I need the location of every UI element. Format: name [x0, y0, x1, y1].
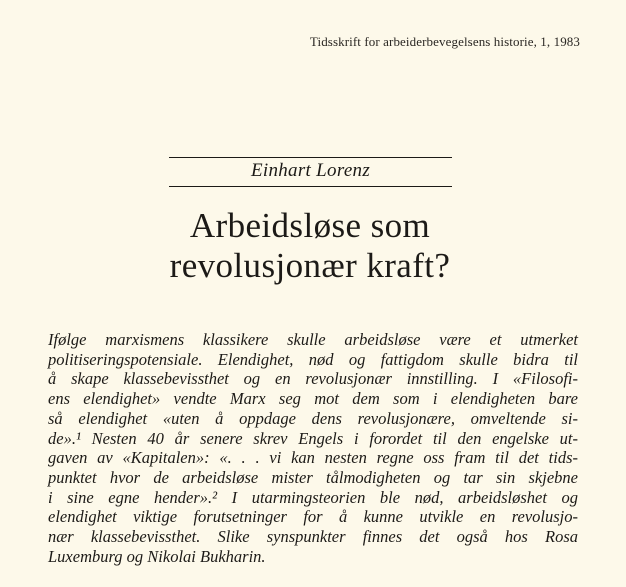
abstract-line: så elendighet «uten å oppdage dens revolusjonære, omveltende si- [48, 408, 578, 428]
title-line: revolusjonær kraft? [169, 246, 451, 285]
author-name: Einhart Lorenz [250, 160, 371, 181]
rule-top [169, 157, 452, 158]
abstract [48, 330, 578, 566]
abstract-line: ens elendighet» vendte Marx seg mot dem som i elendigheten bare [48, 389, 578, 409]
rule-bottom [169, 186, 452, 187]
journal-header: Tidsskrift for arbeiderbevegelsens historie, 1, 1983 [309, 34, 580, 49]
abstract-line: i sine egne hender».² I utarmingsteorien ble nød, arbeidsløshet og [48, 487, 578, 507]
abstract-line: Ifølge marxismens klassikere skulle arbeidsløse være et utmerket [48, 330, 578, 349]
abstract-line: å skape klassebevissthet og en revolusjonær innstilling. I «Filosofi- [48, 369, 578, 389]
abstract-line: de».¹ Nesten 40 år senere skrev Engels i forordet til den engelske ut- [48, 428, 578, 448]
article-title [60, 206, 560, 286]
abstract-line: gaven av «Kapitalen»: «. . . vi kan nesten regne oss fram til det tids- [48, 448, 578, 468]
abstract-line: nær klassebevissthet. Slike synspunkter finnes det også hos Rosa [48, 527, 578, 547]
abstract-line: punktet hvor de arbeidsløse mister tålmodigheten og tar sin skjebne [48, 467, 578, 487]
title-line: Arbeidsløse som [189, 206, 431, 245]
abstract-line: Luxemburg og Nikolai Bukharin. [48, 546, 266, 566]
abstract-line: elendighet viktige forutsetninger for å kunne utvikle en revolusjo- [48, 507, 578, 527]
abstract-line: politiseringspotensiale. Elendighet, nød og fattigdom skulle bidra til [48, 349, 578, 369]
